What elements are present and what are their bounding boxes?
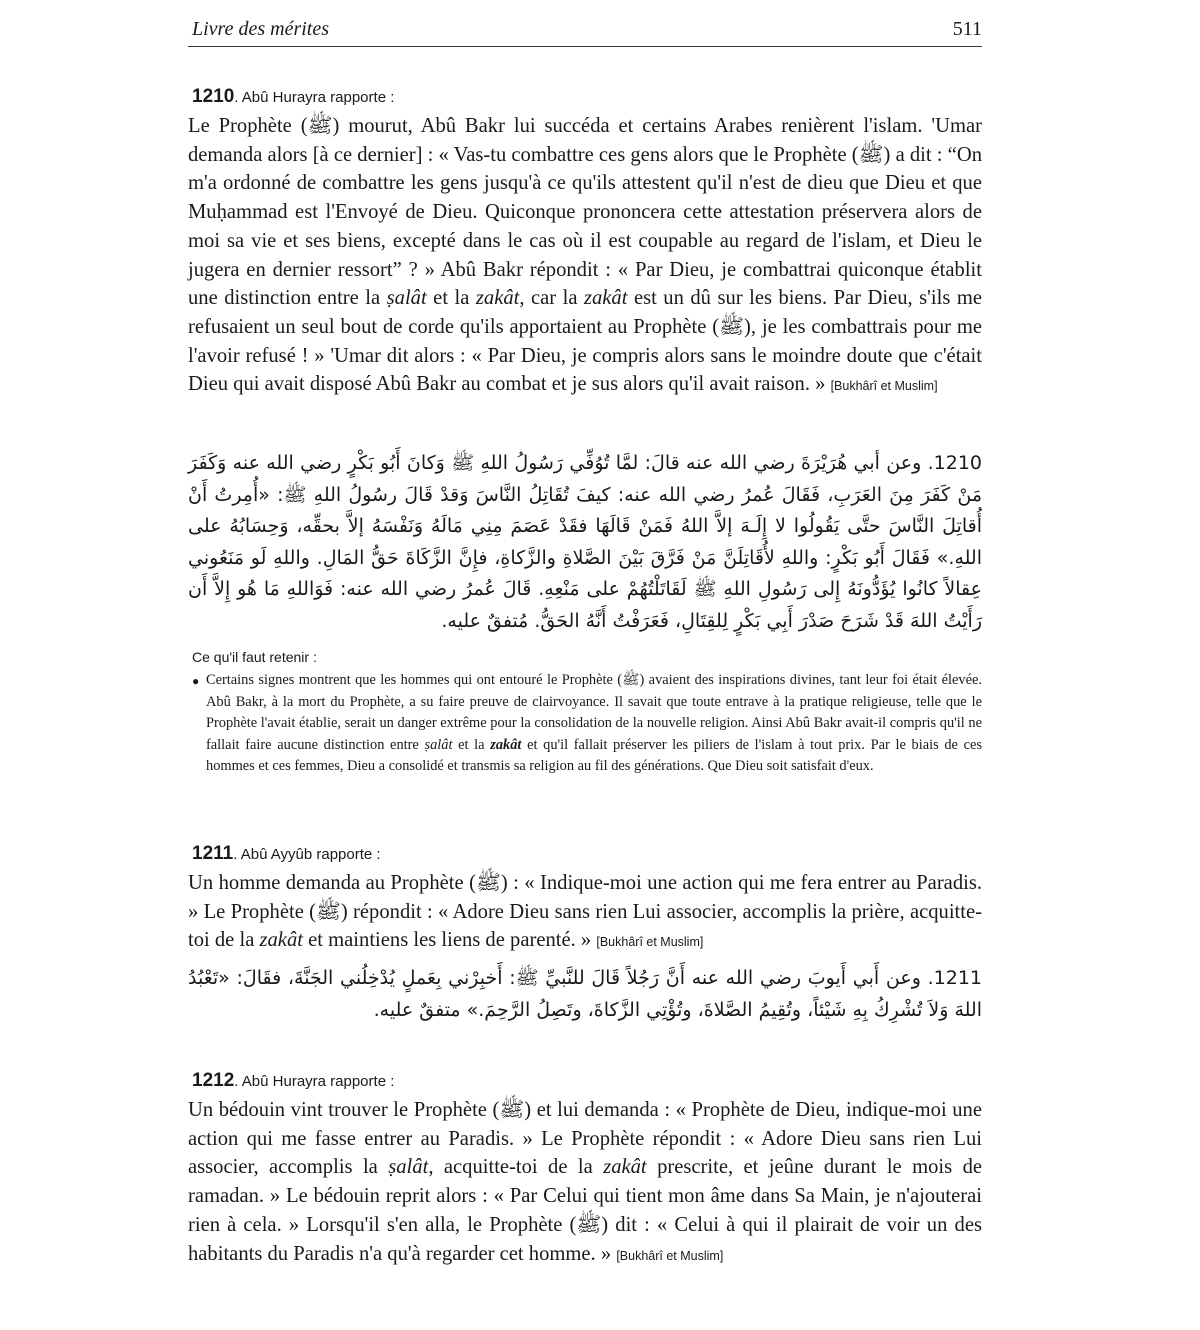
bullet-icon: ● [192,674,200,688]
hadith-narrator: . Abû Hurayra rapporte : [234,1073,395,1090]
hadith-1211-arabic: 1211. وعن أَبي أَيوبَ رضي الله عنه أَنَّ رَجُلاً قَالَ للنَّبيِّ ﷺ: أَخبِرْني بِعَملٍ يُدْخِلُني الجَنَّةَ، فقَالَ: «تَعْبُدُ اللهَ وَلاَ تُشْرِكُ بِهِ شَيْئاً، وتُقِيمُ الصَّلاةَ، وتُؤْتِي الزَّكاةَ، وتَصِلُ الرَّحِمَ.» متفقٌ عليه. [188,967,982,1021]
term-zakat: zakât [490,736,522,753]
text-segment: prescrite, et jeûne durant le mois de ramadan. » Le bédouin reprit alors : « Par Celui qui tient mon âme dans Sa Main, je n'ajouterai rien à cela. » Lorsqu'il s'en alla, le Prophète (ﷺ) dit : « Celui à qui il plairait de voir un des habitants du Paradis n'a qu'à regarder cet homme. » [188,1156,983,1265]
text-segment: et qu'il fallait préserver les piliers de l'islam à tout prix. Par le biais de ces hommes et ces femmes, Dieu a consolidé et transmis sa religion au fil des générations. Que Dieu soit satisfait d'eux. [206,736,982,774]
text-segment: Un bédouin vint trouver le Prophète (ﷺ) et lui demanda : « Prophète de Dieu, indique-moi une action qui me fasse entrer au Paradis. » Le Prophète répondit : « Adore Dieu sans rien Lui associer, accomplis la [188,1099,982,1179]
term-zakat: zakât [259,929,303,952]
text-segment: Certains signes montrent que les hommes qui ont entouré le Prophète (ﷺ) avaient des inspirations divines, tant leur foi était élevée. Abû Bakr, à la mort du Prophète, a su faire preuve de clairvoyance. Il savait que toute entrave à la pratique religieuse, telle que le Prophète l'avait établie, serait un danger extrême pour la consolidation de la nouvelle religion. Ainsi Abû Bakr avait-il compris qu'il ne fallait faire aucune distinction entre [206,672,982,753]
hadith-1210-translation [188,112,982,401]
term-zakat: zakât [475,287,520,310]
hadith-1211-heading [192,843,381,865]
hadith-number: 1212 [192,1070,235,1091]
text-segment: , car la [519,287,584,310]
page-number: 511 [952,18,982,40]
hadith-1210-heading [192,86,394,108]
hadith-1212-heading [192,1070,394,1092]
term-zakat: zakât [583,287,628,310]
term-salat: ṣalât [424,736,453,753]
hadith-source: [Bukhârî et Muslim] [830,379,938,394]
retain-note [206,670,982,778]
term-salat: ṣalât [388,1156,429,1179]
chapter-title: Livre des mérites [192,18,330,40]
hadith-1212-translation [188,1096,982,1270]
running-header [188,14,982,46]
retain-heading: Ce qu'il faut retenir : [192,649,317,665]
hadith-number: 1210 [192,86,235,107]
text-segment: Le Prophète (ﷺ) mourut, Abû Bakr lui succéda et certains Arabes renièrent l'islam. 'Umar demanda alors [à ce dernier] : « Vas-tu combattre ces gens alors que le Prophète (ﷺ) a dit : “On m'a ordonné de combattre les gens jusqu'à ce qu'ils attestent qu'il n'est de dieu que Dieu et que Muḥammad est l'Envoyé de Dieu. Quiconque prononcera cette attestation préservera alors de moi sa vie et ses biens, excepté dans le cas où il est coupable au regard de l'islam, et Dieu le jugera en dernier ressort” ? » Abû Bakr répondit : « Par Dieu, je combattrai quiconque établit une distinction entre la [188,115,982,310]
hadith-narrator: . Abû Hurayra rapporte : [234,89,395,106]
hadith-number: 1211 [192,843,234,864]
hadith-source: [Bukhârî et Muslim] [596,935,704,950]
text-segment: et la [426,287,476,310]
hadith-source: [Bukhârî et Muslim] [616,1248,724,1263]
text-segment: Un homme demanda au Prophète (ﷺ) : « Indique-moi une action qui me fera entrer au Paradis. » Le Prophète (ﷺ) répondit : « Adore Dieu sans rien Lui associer, accomplis la prière, acquitte-toi de la [188,872,983,952]
text-segment: et la [452,736,491,753]
hadith-narrator: . Abû Ayyûb rapporte : [233,846,381,863]
header-rule [188,46,982,47]
term-salat: ṣalât [386,287,427,310]
hadith-1211-translation [188,869,982,957]
hadith-1210-arabic: 1210. وعن أبي هُرَيْرَةَ رضي الله عنه قالَ: لمَّا تُوُفِّي رَسُولُ اللهِ ﷺ وَكانَ أَبُو بَكْرٍ رضي الله عنه وَكَفَرَ مَنْ كَفَرَ مِنَ العَرَبِ، فَقَالَ عُمرُ رضي الله عنه: كيفَ تُقَاتِلُ النَّاسَ وَقدْ قَالَ رسُولُ اللهِ ﷺ: «أُمِرتُ أَنْ أُقاتِلَ النَّاسَ حتَّى يَقُولُوا لا إِلَـهَ إلاَّ اللهُ فَمَنْ قَالَهَا فقَدْ عَصَمَ مِنِي مَالَهُ وَنَفْسَهُ إلاَّ بحقِّه، وَحِسَابُهُ على اللهِ.» فَقَالَ أَبُو بَكْرٍ: واللهِ لأُقَاتِلَنَّ مَنْ فَرَّقَ بَيْنَ الصَّلاةِ والزَّكاةِ، فإِنَّ الزَّكَاةَ حَقُّ المَالِ. واللهِ لَو مَنَعُوني عِقالاً كانُوا يُؤَدُّونَهُ إِلى رَسُولِ اللهِ ﷺ لَقَاتَلْتُهُمْ على مَنْعِهِ. قَالَ عُمرُ رضي الله عنه: فَوَاللهِ مَا هُو إِلاَّ أَن رَأَيْتُ اللهَ قَدْ شَرَحَ صَدْرَ أَبِي بَكْرٍ لِلقِتَالِ، فَعَرَفْتُ أَنَّهُ الحَقُّ. مُتفقٌ عليه. [188,452,982,632]
text-segment: et maintiens les liens de parenté. » [302,929,597,952]
text-segment: , acquitte-toi de la [428,1156,604,1179]
term-zakat: zakât [603,1156,647,1179]
text-segment: est un dû sur les biens. Par Dieu, s'ils me refusaient un seul bout de corde qu'ils apportaient au Prophète (ﷺ), je les combattrais pour me l'avoir refusé ! » 'Umar dit alors : « Par Dieu, je compris alors sans le moindre doute que c'était Dieu qui avait disposé Abû Bakr au combat et je sus alors qu'il avait raison. » [188,287,983,396]
